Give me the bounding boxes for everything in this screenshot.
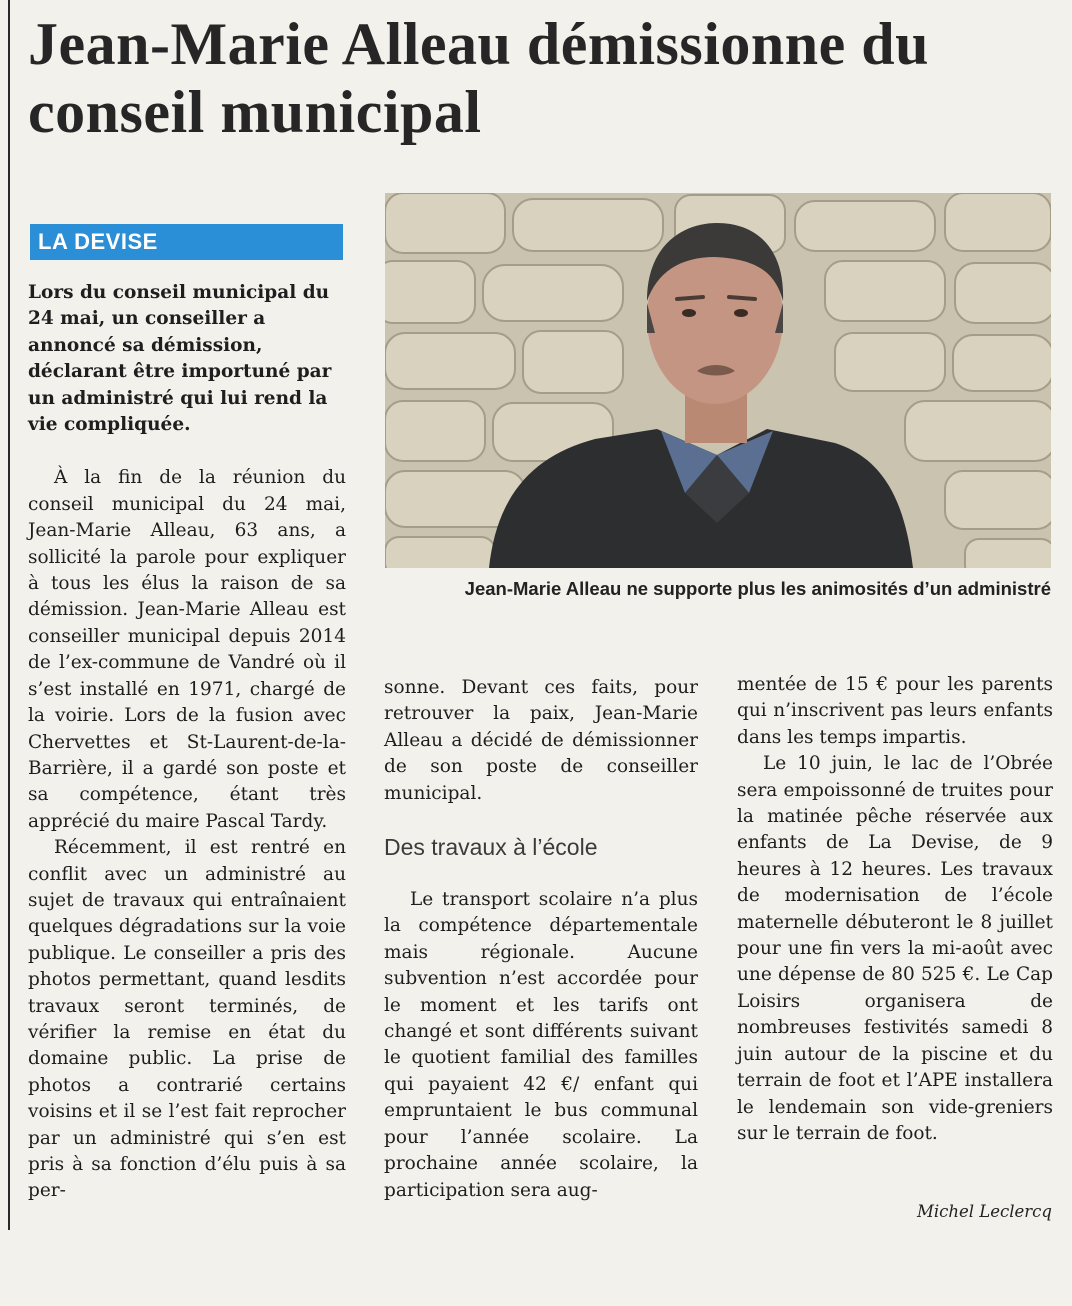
column-rule	[8, 0, 10, 1230]
body-paragraph-2: Récemment, il est rentré en conflit avec un administré au sujet de travaux qui entraînaient quelques dégradations sur la voie publique. Le conseiller a pris des photos permettant, quand lesdits travaux seront terminés, de vérifier la remise en état du domaine public. La prise de photos a contrarié certains voisins et il se l’est fait reprocher par un administré qui s’en est pris à sa fonction d’élu puis à sa per-	[28, 837, 346, 1202]
body-paragraph-3: Le transport scolaire n’a plus la compétence départementale mais régionale. Aucune subvention n’est accordée pour le moment et les tarifs ont changé et sont différents suivant le quotient familial des familles qui payaient 42 €/ enfant qui empruntaient le bus communal pour l’année scolaire. La prochaine année scolaire, la participation sera aug-	[384, 889, 698, 1201]
location-kicker: LA DEVISE	[30, 224, 343, 260]
body-paragraph-2-continued: sonne. Devant ces faits, pour retrouver la paix, Jean-Marie Alleau a décidé de démissionner de son poste de conseiller municipal.	[384, 677, 698, 804]
portrait-photo-illustration	[385, 193, 1051, 568]
author-byline: Michel Leclercq	[916, 1202, 1052, 1221]
column-1	[28, 280, 346, 1205]
headline: Jean-Marie Alleau démissionne du conseil municipal	[28, 11, 930, 145]
body-paragraph-1: À la fin de la réunion du conseil municipal du 24 mai, Jean-Marie Alleau, 63 ans, a sollicité la parole pour expliquer à tous les élus la raison de sa démission. Jean-Marie Alleau est conseiller municipal depuis 2014 de l’ex-commune de Vandré où il s’est installé en 1971, chargé de la voirie. Lors de la fusion avec Chervettes et St-Laurent-de-la-Barrière, il a gardé son poste et sa compétence, étant très apprécié du maire Pascal Tardy.	[28, 467, 346, 832]
lead-paragraph: Lors du conseil municipal du 24 mai, un conseiller a annoncé sa démission, déclarant être importuné par un administré qui lui rend la vie compliquée.	[28, 282, 332, 436]
section-subheading: Des travaux à l’école	[384, 834, 598, 861]
photo-caption: Jean-Marie Alleau ne supporte plus les animosités d’un administré	[464, 578, 1051, 599]
column-3	[737, 672, 1053, 1147]
body-paragraph-4: Le 10 juin, le lac de l’Obrée sera empoissonné de truites pour la matinée pêche réservée aux enfants de La Devise, de 9 heures à 12 heures. Les travaux de modernisation de l’école maternelle débuteront le 8 juillet pour une fin vers la mi-août avec une dépense de 80 525 €. Le Cap Loisirs organisera de nombreuses festivités samedi 8 juin autour de la piscine et du terrain de foot et l’APE installera le lendemain son vide-greniers sur le terrain de foot.	[737, 753, 1053, 1144]
portrait-photo	[385, 193, 1051, 568]
column-2	[384, 675, 698, 1204]
body-paragraph-3-continued: mentée de 15 € pour les parents qui n’inscrivent pas leurs enfants dans les temps impartis.	[737, 674, 1053, 748]
